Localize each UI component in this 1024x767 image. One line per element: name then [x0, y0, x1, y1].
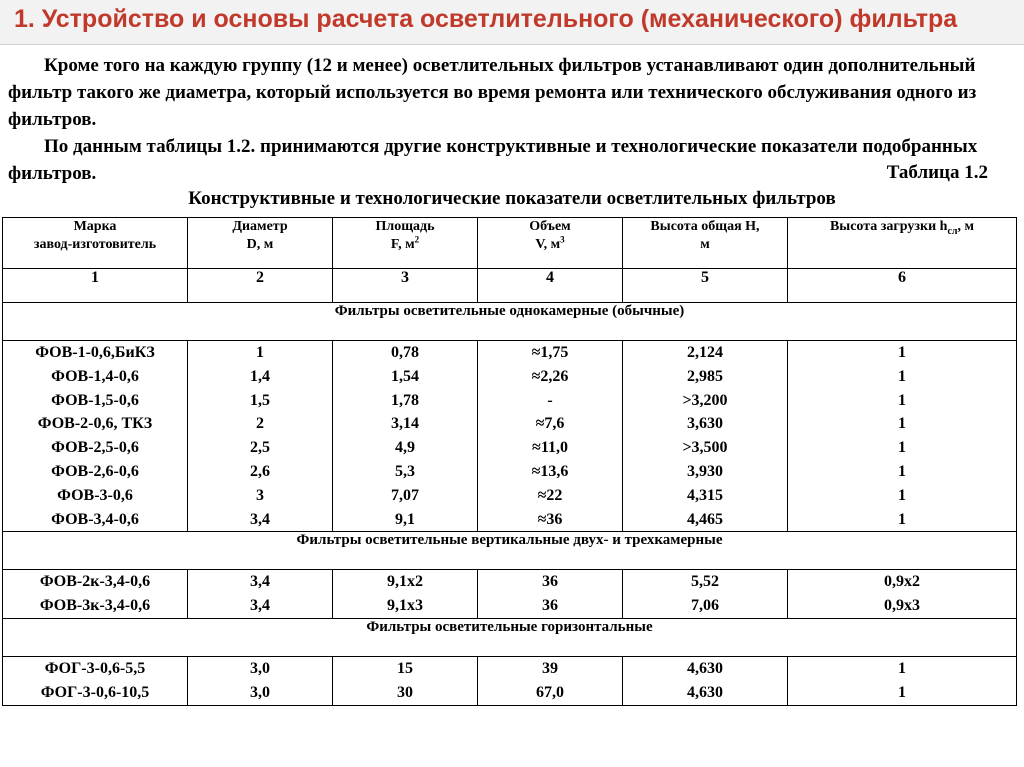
cell-value: 9,1х2	[387, 573, 423, 591]
cell-value: 67,0	[536, 683, 564, 701]
cell-value: 3,14	[391, 415, 419, 433]
col-number: 5	[623, 269, 788, 303]
cell-value: ФОГ-3-0,6-10,5	[40, 683, 150, 701]
header-brand-line2: завод-изготовитель	[33, 237, 157, 252]
cell-value: 4,9	[395, 439, 415, 457]
data-cell-load	[788, 656, 1017, 705]
data-cell-area	[333, 656, 478, 705]
header-area-line2: F, м	[390, 237, 415, 252]
header-height-line1: Высота общая H,	[650, 219, 760, 234]
header-load-sub: сл	[947, 225, 958, 237]
header-load-line1: Высота загрузки h	[829, 219, 948, 234]
table-label: Таблица 1.2	[886, 162, 988, 183]
cell-value: 1,78	[391, 391, 419, 409]
cell-value: 3,4	[250, 573, 270, 591]
cell-value: 9,1х3	[387, 597, 423, 615]
data-cell-area	[333, 341, 478, 532]
cell-value: ≈22	[537, 486, 563, 504]
paragraph-2: По данным таблицы 1.2. принимаются другие конструктивные и технологические показатели подобранных фильтров.	[8, 136, 978, 184]
cell-value: 1	[898, 486, 906, 504]
header-height	[623, 218, 788, 269]
col-number: 6	[788, 269, 1017, 303]
cell-value: ФОВ-2,5-0,6	[51, 439, 139, 457]
col-number: 4	[478, 269, 623, 303]
cell-value: ФОВ-2-0,6, ТКЗ	[37, 415, 153, 433]
cell-value: 15	[397, 659, 413, 677]
column-numbers-row	[3, 269, 1017, 303]
data-cell-diameter	[188, 570, 333, 619]
cell-value: 4,630	[687, 683, 723, 701]
col-number: 3	[333, 269, 478, 303]
header-area-sup: 2	[414, 234, 420, 245]
cell-value: 2,985	[687, 367, 723, 385]
group-title-row	[3, 618, 1017, 656]
header-volume	[478, 218, 623, 269]
data-cell-load	[788, 570, 1017, 619]
data-cell-diameter	[188, 341, 333, 532]
cell-value: 3	[256, 486, 264, 504]
cell-value: 36	[542, 597, 558, 615]
filters-table	[2, 217, 1017, 706]
header-area-line1: Площадь	[375, 219, 435, 234]
col-number: 2	[188, 269, 333, 303]
cell-value: ФОГ-3-0,6-5,5	[44, 659, 146, 677]
header-height-line2: м	[700, 237, 710, 252]
data-cell-height	[623, 341, 788, 532]
group-title: Фильтры осветительные горизонтальные	[3, 618, 1017, 656]
group-title-row	[3, 303, 1017, 341]
cell-value: ≈2,26	[531, 367, 569, 385]
group-data-row	[3, 570, 1017, 619]
cell-value: 0,78	[391, 344, 419, 361]
cell-value: ≈1,75	[531, 344, 569, 361]
cell-value: ФОВ-3к-3,4-0,6	[39, 597, 151, 615]
data-cell-diameter	[188, 656, 333, 705]
cell-value: 4,315	[687, 486, 723, 504]
cell-value: >3,200	[682, 391, 728, 409]
data-cell-volume	[478, 570, 623, 619]
cell-value: 5,3	[395, 462, 415, 480]
cell-value: 1	[898, 510, 906, 528]
cell-value: 39	[542, 659, 558, 677]
cell-value: ≈7,6	[535, 415, 565, 433]
cell-value: 2	[256, 415, 264, 433]
header-load-height	[788, 218, 1017, 269]
cell-value: 3,4	[250, 510, 270, 528]
cell-value: 1,4	[250, 367, 270, 385]
table-caption: Конструктивные и технологические показатели осветлительных фильтров	[188, 188, 836, 209]
header-diameter-line1: Диаметр	[232, 219, 288, 234]
cell-value: 3,630	[687, 415, 723, 433]
cell-value: 5,52	[691, 573, 719, 591]
cell-value: ≈13,6	[531, 462, 569, 480]
cell-value: ФОВ-2к-3,4-0,6	[39, 573, 151, 591]
cell-value: ФОВ-1-0,6,БиКЗ	[35, 344, 155, 361]
cell-value: ФОВ-3-0,6	[57, 486, 133, 504]
slide-title: 1. Устройство и основы расчета осветлительного (механического) фильтра	[14, 5, 958, 33]
data-cell-load	[788, 341, 1017, 532]
header-volume-line2: V, м	[535, 237, 561, 252]
cell-value: 2,124	[687, 344, 723, 361]
group-title-row	[3, 532, 1017, 570]
cell-value: 7,07	[391, 486, 419, 504]
data-cell-volume	[478, 656, 623, 705]
data-cell-volume	[478, 341, 623, 532]
header-diameter	[188, 218, 333, 269]
data-cell-brand	[3, 656, 188, 705]
body-text	[8, 52, 993, 187]
data-cell-area	[333, 570, 478, 619]
cell-value: 1	[898, 683, 906, 701]
header-area	[333, 218, 478, 269]
cell-value: 0,9х3	[884, 597, 920, 615]
cell-value: ФОВ-1,5-0,6	[51, 391, 139, 409]
cell-value: -	[547, 391, 553, 409]
cell-value: ≈11,0	[532, 439, 568, 457]
group-data-row	[3, 341, 1017, 532]
col-number: 1	[3, 269, 188, 303]
cell-value: 1	[898, 439, 906, 457]
cell-value: 1	[898, 391, 906, 409]
cell-value: 2,6	[250, 462, 270, 480]
cell-value: ФОВ-2,6-0,6	[51, 462, 139, 480]
cell-value: 3,4	[250, 597, 270, 615]
cell-value: 0,9х2	[884, 573, 920, 591]
header-volume-sup: 3	[560, 234, 565, 245]
group-title: Фильтры осветительные однокамерные (обычные)	[3, 303, 1017, 341]
data-cell-height	[623, 656, 788, 705]
cell-value: 1,54	[391, 367, 419, 385]
cell-value: 1	[898, 415, 906, 433]
cell-value: 1	[898, 659, 906, 677]
paragraph-1: Кроме того на каждую группу (12 и менее) осветлительных фильтров устанавливают один дополнительный фильтр такого же диаметра, который используется во время ремонта или технического обслуживания одного из фильтров.	[8, 55, 977, 130]
header-load-after: , м	[957, 219, 975, 234]
data-cell-height	[623, 570, 788, 619]
header-volume-line1: Объем	[529, 219, 571, 234]
cell-value: 36	[542, 573, 558, 591]
header-diameter-line2: D, м	[246, 237, 274, 252]
cell-value: 1	[898, 344, 906, 361]
data-cell-brand	[3, 341, 188, 532]
cell-value: 4,465	[687, 510, 723, 528]
cell-value: 7,06	[691, 597, 719, 615]
cell-value: 9,1	[395, 510, 415, 528]
cell-value: 3,0	[250, 683, 270, 701]
cell-value: 2,5	[250, 439, 270, 457]
group-title: Фильтры осветительные вертикальные двух- и трехкамерные	[3, 532, 1017, 570]
cell-value: 3,930	[687, 462, 723, 480]
cell-value: 30	[397, 683, 413, 701]
cell-value: 3,0	[250, 659, 270, 677]
title-bar	[0, 0, 1024, 45]
cell-value: 1,5	[250, 391, 270, 409]
table-header-row	[3, 218, 1017, 269]
cell-value: ≈36	[537, 510, 563, 528]
cell-value: ФОВ-1,4-0,6	[51, 367, 139, 385]
header-brand-line1: Марка	[73, 219, 117, 234]
header-brand	[3, 218, 188, 269]
group-data-row	[3, 656, 1017, 705]
data-cell-brand	[3, 570, 188, 619]
cell-value: 4,630	[687, 659, 723, 677]
cell-value: 1	[898, 367, 906, 385]
cell-value: 1	[898, 462, 906, 480]
cell-value: >3,500	[682, 439, 728, 457]
cell-value: ФОВ-3,4-0,6	[51, 510, 139, 528]
cell-value: 1	[256, 344, 264, 361]
